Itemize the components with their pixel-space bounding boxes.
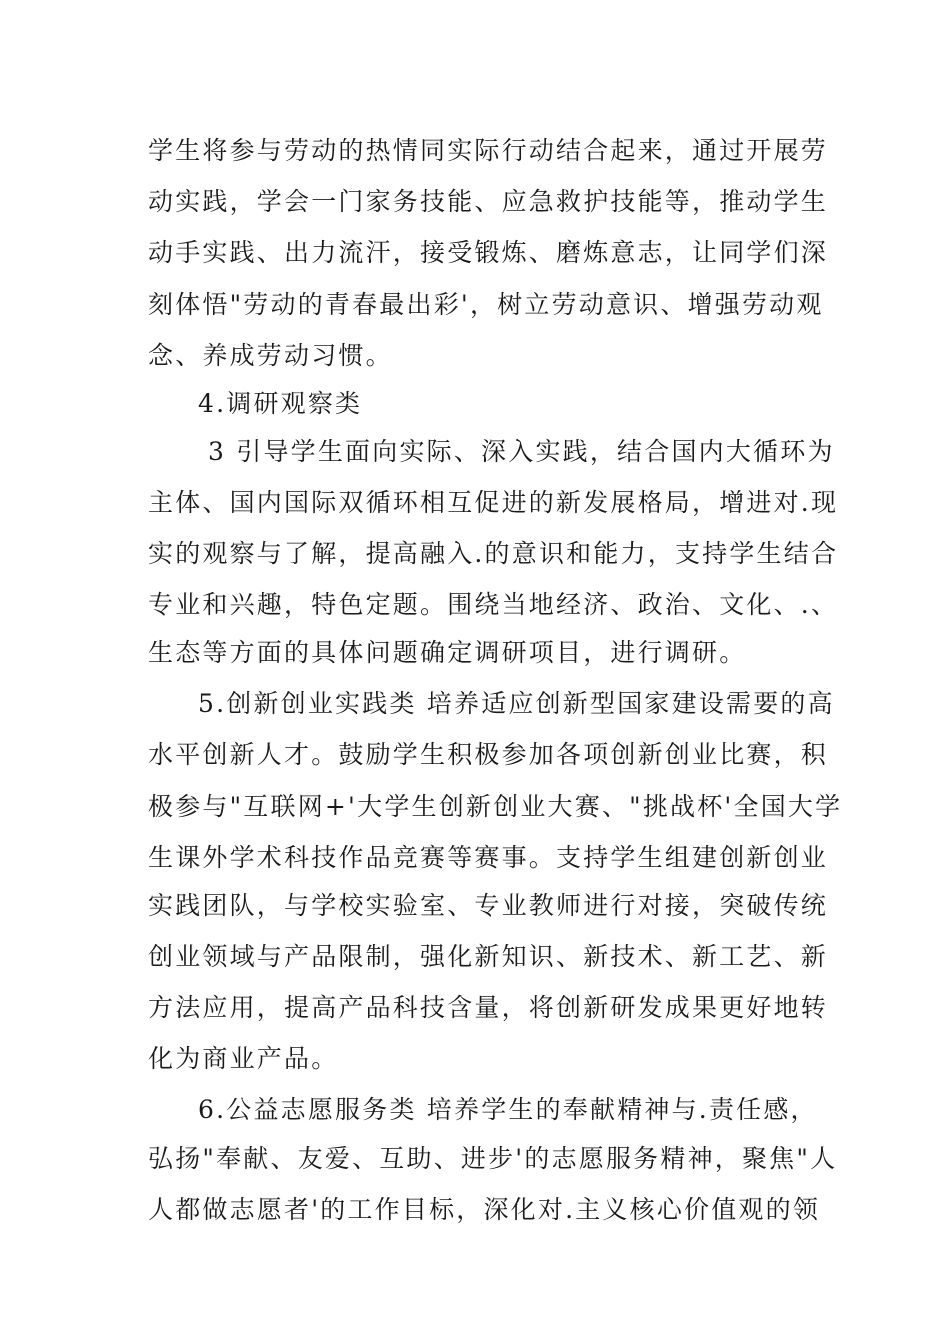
text-line: 化为商业产品。 <box>148 1044 339 1073</box>
text-line: 动手实践、出力流汗，接受锻炼、磨炼意志，让同学们深 <box>148 238 829 267</box>
text-line: 创业领域与产品限制，强化新知识、新技术、新工艺、新 <box>148 942 829 971</box>
text-line: 实的观察与了解，提高融入.的意识和能力，支持学生结合 <box>148 539 839 568</box>
section-heading: 4.调研观察类 <box>198 389 363 418</box>
text-line: 生态等方面的具体问题确定调研项目，进行调研。 <box>148 638 747 667</box>
text-line: 水平创新人才。鼓励学生积极参加各项创新创业比赛，积 <box>148 740 829 769</box>
text-line: 念、养成劳动习惯。 <box>148 341 393 370</box>
text-line: 刻体悟"劳动的青春最出彩'，树立劳动意识、增强劳动观 <box>148 290 824 319</box>
text-line: 方法应用，提高产品科技含量，将创新研发成果更好地转 <box>148 993 829 1022</box>
text-line: 专业和兴趣，特色定题。围绕当地经济、政治、文化、.、 <box>148 590 839 619</box>
text-line: 主体、国内国际双循环相互促进的新发展格局，增进对.现 <box>148 488 839 517</box>
text-line: 实践团队，与学校实验室、专业教师进行对接，突破传统 <box>148 891 829 920</box>
section-heading: 5.创新创业实践类 培养适应创新型国家建设需要的高 <box>198 689 835 718</box>
text-line: 弘扬"奉献、友爱、互助、进步'的志愿服务精神，聚焦"人 <box>148 1144 838 1173</box>
text-line: 学生将参与劳动的热情同实际行动结合起来，通过开展劳 <box>148 136 829 165</box>
text-line: 动实践，学会一门家务技能、应急救护技能等，推动学生 <box>148 187 829 216</box>
text-line: 3 引导学生面向实际、深入实践，结合国内大循环为 <box>208 437 835 466</box>
text-line: 极参与"互联网+'大学生创新创业大赛、"挑战杯'全国大学 <box>148 792 843 821</box>
text-line: 生课外学术科技作品竞赛等赛事。支持学生组建创新创业 <box>148 843 829 872</box>
text-line: 人都做志愿者'的工作目标，深化对.主义核心价值观的领 <box>148 1195 821 1224</box>
section-heading: 6.公益志愿服务类 培养学生的奉献精神与.责任感， <box>198 1095 818 1124</box>
